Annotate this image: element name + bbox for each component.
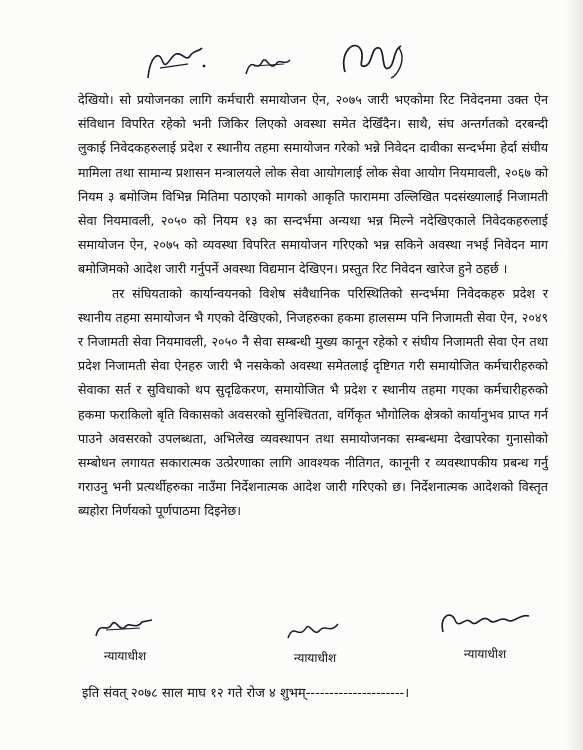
paragraph-1: देखियो। सो प्रयोजनका लागि कर्मचारी समायोजन ऐन, २०७५ जारी भएकोमा रिट निवेदनमा उक्त ऐन संविधान विपरित रहेको भनी जिकिर लिएको अवस्था समेत देखिँदैन। साथै, संघ अन्तर्गतको दरबन्दी लुकाई निवेदकहरुलाई प्रदेश र स्थानीय तहमा समायोजन गरेको भन्ने निवेदन दावीका सन्दर्भमा हेर्दा संघीय मामिला तथा सामान्य प्रशासन मन्त्रालयले लोक सेवा आयोगलाई लोक सेवा आयोग नियमावली, २०६७ को नियम ३ बमोजिम विभिन्न मितिमा पठाएको मागको आकृति फाराममा उल्लिखित पदसंख्यालाई निजामती सेवा नियमावली, २०५० को नियम १३ का सन्दर्भमा अन्यथा भन्न मिल्ने नदेखिएकाले निवेदकहरुलाई समायोजन ऐन, २०७५ को व्यवस्था विपरित समायोजन गरिएको भन्न सकिने अवस्था नभई निवेदन माग बमोजिमको आदेश जारी गर्नुपर्ने अवस्था विद्यमान देखिएन। प्रस्तुत रिट निवेदन खारेज हुने ठहर्छ । (78, 92, 548, 277)
judge-2-title: न्यायाधीश (293, 651, 337, 665)
judge-1-signature (90, 631, 160, 645)
date-line: इति संवत् २०७८ साल माघ १२ गते रोज ४ शुभम्---------------------। (82, 686, 410, 701)
paragraph-2: तर संघियताको कार्यान्वयनको विशेष संवैधानिक परिस्थितिको सन्दर्भमा निवेदकहरु प्रदेश र स्थानीय तहमा समायोजन भै गएको देखिएको, निजहरुका हकमा हालसम्म पनि निजामती सेवा ऐन, २०४९ र निजामती सेवा नियमावली, २०५० नै सेवा सम्बन्धी मुख्य कानून रहेको र संघीय निजामती सेवा ऐन तथा प्रदेश निजामती सेवा ऐनहरु जारी भै नसकेको अवस्था समेतलाई दृष्टिगत गरी समायोजित कर्मचारीहरुको सेवाका सर्त र सुविधाको थप सुदृढिकरण, समायोजित भै प्रदेश र स्थानीय तहमा गएका कर्मचारीहरुको हकमा फराकिलो बृति विकासको अवसरको सुनिश्चितता, वर्गिकृत भौगोलिक क्षेत्रको कार्यानुभव प्राप्त गर्न पाउने अवसरको उपलब्धता, अभिलेख व्यवस्थापन तथा समायोजनका सम्बन्धमा देखापरेका गुनासोको सम्बोधन लगायत सकारात्मक उत्प्रेरणाका लागि आवश्यक नीतिगत, कानूनी र व्यवस्थापकीय प्रबन्ध गर्नु गराउनु भनी प्रत्यर्थीहरुका नाउँमा निर्देशनात्मक आदेश जारी गरिएको छ। निर्देशनात्मक आदेशको विस्तृत ब्यहोरा निर्णयको पूर्णपाठमा दिइनेछ। (78, 285, 548, 519)
signature-1-top (140, 38, 210, 88)
judge-1 (90, 612, 160, 664)
signature-3-top (335, 32, 415, 88)
judgment-body (78, 88, 548, 524)
judge-1-title: न्यायाधीश (103, 649, 147, 663)
top-signatures (130, 28, 430, 88)
signature-2-top (240, 44, 300, 84)
judge-3-title: न्यायाधीश (463, 647, 507, 661)
page-edge-shadow (565, 0, 583, 750)
judge-3 (435, 606, 535, 662)
judge-3-signature (435, 629, 535, 643)
judge-2 (280, 616, 350, 666)
judges-signature-block (90, 612, 560, 672)
judge-2-signature (280, 633, 350, 647)
